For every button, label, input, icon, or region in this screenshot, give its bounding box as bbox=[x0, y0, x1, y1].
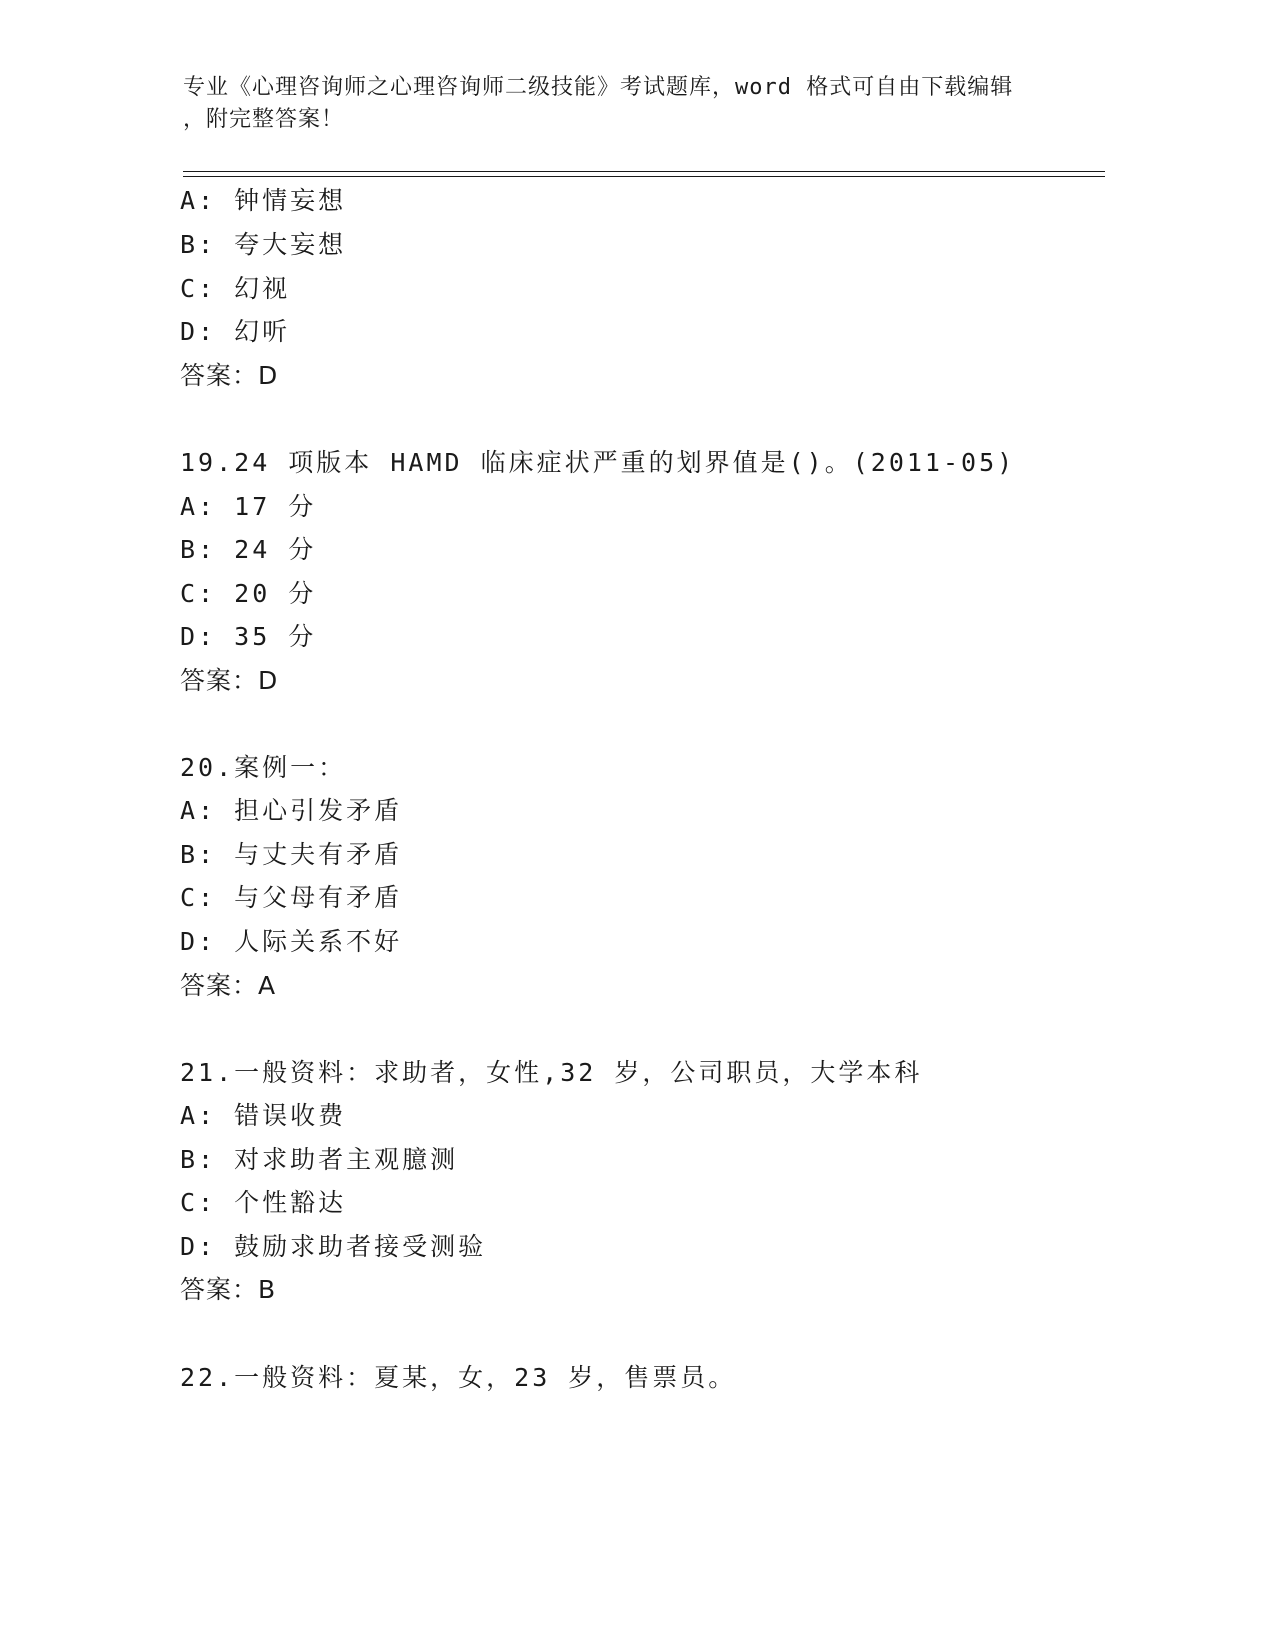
q18-option-c: C: 幻视 bbox=[180, 274, 291, 303]
q20-option-a: A: 担心引发矛盾 bbox=[180, 796, 403, 825]
q22-stem: 22.一般资料：夏某，女，23 岁，售票员。 bbox=[180, 1363, 737, 1392]
q19-answer: 答案：D bbox=[180, 666, 279, 695]
q21-stem: 21.一般资料：求助者，女性,32 岁，公司职员，大学本科 bbox=[180, 1058, 923, 1087]
q19-option-a: A: 17 分 bbox=[180, 492, 317, 521]
q21-option-d: D: 鼓励求助者接受测验 bbox=[180, 1232, 487, 1261]
q18-option-b: B: 夸大妄想 bbox=[180, 230, 347, 259]
header-divider-bottom bbox=[183, 176, 1105, 177]
header-divider-top bbox=[183, 171, 1105, 172]
q20-option-d: D: 人际关系不好 bbox=[180, 927, 403, 956]
q20-stem: 20.案例一： bbox=[180, 753, 347, 782]
q21-answer: 答案：B bbox=[180, 1275, 277, 1304]
document-header bbox=[183, 72, 1063, 136]
q18-answer: 答案：D bbox=[180, 361, 279, 390]
q18-option-d: D: 幻听 bbox=[180, 317, 291, 346]
q19-stem: 19.24 项版本 HAMD 临床症状严重的划界值是()。(2011-05) bbox=[180, 448, 1016, 477]
q18-option-a: A: 钟情妄想 bbox=[180, 186, 347, 215]
q19-option-d: D: 35 分 bbox=[180, 622, 317, 651]
header-title-line: 专业《心理咨询师之心理咨询师二级技能》考试题库，word 格式可自由下载编辑 bbox=[183, 75, 1014, 100]
q21-option-c: C: 个性豁达 bbox=[180, 1188, 347, 1217]
header-subtitle-line: ，附完整答案！ bbox=[183, 107, 345, 132]
q21-option-a: A: 错误收费 bbox=[180, 1101, 347, 1130]
q20-option-c: C: 与父母有矛盾 bbox=[180, 883, 403, 912]
q19-option-c: C: 20 分 bbox=[180, 579, 317, 608]
q20-answer: 答案：A bbox=[180, 971, 277, 1000]
q20-option-b: B: 与丈夫有矛盾 bbox=[180, 840, 403, 869]
q21-option-b: B: 对求助者主观臆测 bbox=[180, 1145, 459, 1174]
q19-option-b: B: 24 分 bbox=[180, 535, 317, 564]
